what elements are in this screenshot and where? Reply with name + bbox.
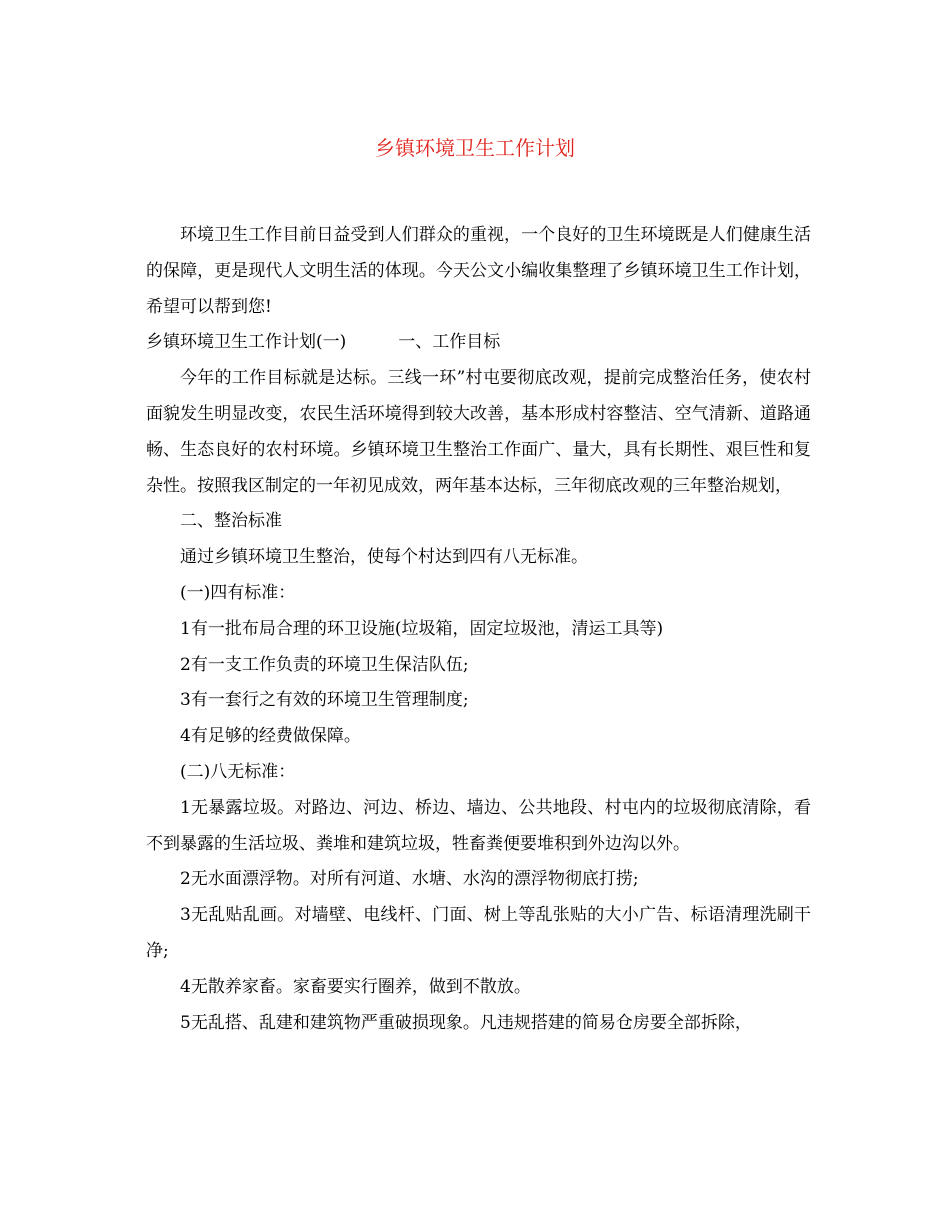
four-have-item: 2有一支工作负责的环境卫生保洁队伍; xyxy=(180,654,469,675)
eight-no-item: 4无散养家畜。家畜要实行圈养，做到不散放。 xyxy=(180,976,531,997)
standard-intro: 通过乡镇环境卫生整治，使每个村达到四有八无标准。 xyxy=(180,547,588,568)
eight-no-heading: (二)八无标准： xyxy=(180,761,296,782)
four-have-heading: (一)四有标准： xyxy=(180,582,296,603)
section-label: 乡镇环境卫生工作计划(一) xyxy=(146,332,347,353)
eight-no-item: 1无暴露垃圾。对路边、河边、桥边、墙边、公共地段、村屯内的垃圾彻底清除，看不到暴露的生活垃圾、粪堆和建筑垃圾，牲畜粪便要堆积到外边沟以外。 xyxy=(146,797,811,854)
section-heading-line xyxy=(146,325,811,361)
four-have-item: 4有足够的经费做保障。 xyxy=(180,726,361,747)
eight-no-item: 3无乱贴乱画。对墙壁、电线杆、门面、树上等乱张贴的大小广告、标语清理洗刷干净; xyxy=(146,905,811,961)
eight-no-item: 2无水面漂浮物。对所有河道、水塘、水沟的漂浮物彻底打捞; xyxy=(180,869,639,890)
four-have-item: 1有一批布局合理的环卫设施(垃圾箱，固定垃圾池，清运工具等) xyxy=(180,618,664,639)
intro-paragraph: 环境卫生工作目前日益受到人们群众的重视，一个良好的卫生环境既是人们健康生活的保障，更是现代人文明生活的体现。今天公文小编收集整理了乡镇环境卫生工作计划，希望可以帮到您! xyxy=(146,225,811,317)
document-title: 乡镇环境卫生工作计划 xyxy=(375,136,575,160)
goal-paragraph: 今年的工作目标就是达标。三线一环”村屯要彻底改观，提前完成整治任务，使农村面貌发生明显改变，农民生活环境得到较大改善，基本形成村容整洁、空气清新、道路通畅、生态良好的农村环境。乡镇环境卫生整治工作面广、量大，具有长期性、艰巨性和复杂性。按照我区制定的一年初见成效，两年基本达标，三年彻底改观的三年整治规划， xyxy=(146,368,811,496)
standard-heading: 二、整治标准 xyxy=(180,511,282,532)
eight-no-item: 5无乱搭、乱建和建筑物严重破损现象。凡违规搭建的简易仓房要全部拆除， xyxy=(180,1012,752,1033)
four-have-item: 3有一套行之有效的环境卫生管理制度; xyxy=(180,690,469,711)
goal-heading: 一、工作目标 xyxy=(398,332,501,353)
document-body xyxy=(146,218,811,1041)
